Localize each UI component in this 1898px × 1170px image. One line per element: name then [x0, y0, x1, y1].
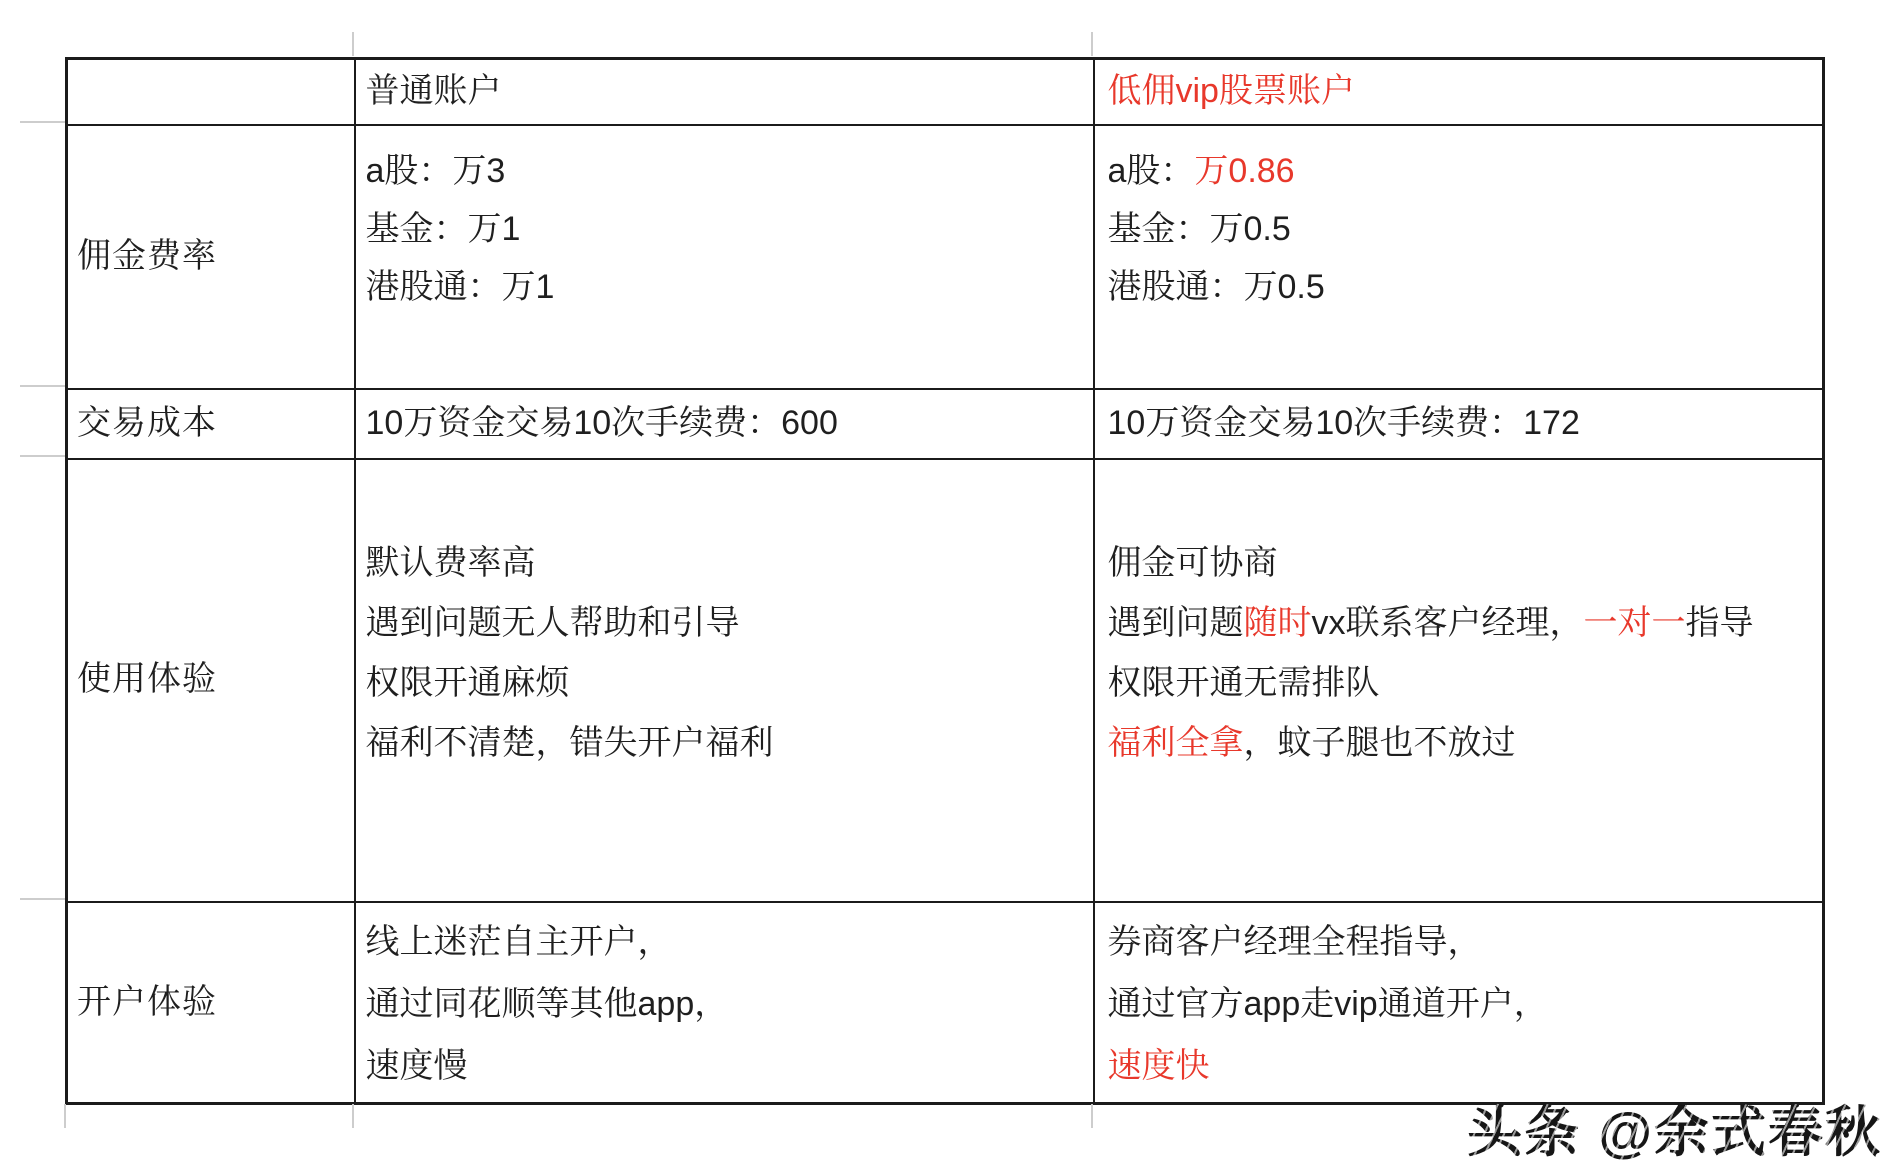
text-line — [1108, 142, 1823, 200]
text-segment: 遇到问题无人帮助和引导 — [365, 603, 740, 642]
cell-vip-account — [1094, 125, 1824, 389]
text-segment: 普通账户 — [365, 72, 502, 111]
highlight-text: 福利全拿 — [1107, 723, 1244, 762]
text-line — [1108, 67, 1823, 116]
text-line — [1108, 200, 1823, 258]
table-header-row — [67, 59, 1824, 125]
gridline-tick — [20, 455, 65, 457]
cell-vip-account — [1094, 59, 1824, 125]
cell-regular-account — [355, 389, 1094, 459]
row-label: 使用体验 — [67, 459, 355, 902]
text-segment: a股： — [1107, 151, 1195, 190]
text-segment: ，蚊子腿也不放过 — [1243, 723, 1516, 762]
text-segment: 券商客户经理全程指导， — [1107, 922, 1482, 961]
text-line — [366, 653, 1093, 713]
text-line — [366, 200, 1093, 258]
cell-vip-account — [1094, 902, 1824, 1104]
text-segment: 港股通：万1 — [365, 267, 555, 306]
text-line — [366, 533, 1093, 593]
text-line — [366, 142, 1093, 200]
row-label — [67, 59, 355, 125]
cell-regular-account — [355, 59, 1094, 125]
text-segment: 10万资金交易10次手续费：172 — [1107, 403, 1580, 442]
text-line — [1108, 653, 1823, 713]
text-line — [366, 67, 1093, 116]
cell-vip-account — [1094, 459, 1824, 902]
highlight-text: 低佣vip股票账户 — [1107, 72, 1355, 111]
text-segment: 线上迷茫自主开户， — [365, 922, 672, 961]
text-segment: 通过官方app走vip通道开户， — [1107, 984, 1548, 1023]
cell-regular-account — [355, 902, 1094, 1104]
text-line — [1108, 911, 1823, 973]
table-row — [67, 902, 1824, 1104]
text-segment: 10万资金交易10次手续费：600 — [365, 403, 838, 442]
text-line — [366, 258, 1093, 316]
text-segment: 基金：万0.5 — [1107, 209, 1291, 248]
text-line — [1108, 593, 1823, 653]
text-line — [1108, 399, 1823, 448]
text-line — [1108, 258, 1823, 316]
text-line — [366, 973, 1093, 1035]
watermark: 头条 @余式春秋 — [1467, 1088, 1882, 1167]
gridline-tick — [64, 1104, 66, 1128]
text-line — [366, 911, 1093, 973]
text-segment: 通过同花顺等其他app， — [365, 984, 729, 1023]
gridline-tick — [20, 121, 65, 123]
highlight-text: 随时 — [1243, 603, 1312, 642]
text-segment: 港股通：万0.5 — [1107, 267, 1325, 306]
gridline-tick — [352, 1104, 354, 1128]
highlight-text: 万0.86 — [1194, 151, 1295, 190]
row-label: 交易成本 — [67, 389, 355, 459]
text-line — [366, 713, 1093, 773]
gridline-tick — [1091, 32, 1093, 56]
text-segment: 福利不清楚，错失开户福利 — [365, 723, 774, 762]
text-segment: 权限开通麻烦 — [365, 663, 570, 702]
row-label: 佣金费率 — [67, 125, 355, 389]
highlight-text: 速度快 — [1107, 1046, 1210, 1085]
text-segment: 基金：万1 — [365, 209, 521, 248]
gridline-tick — [20, 898, 65, 900]
gridline-tick — [20, 385, 65, 387]
text-segment: 权限开通无需排队 — [1107, 663, 1380, 702]
highlight-text: 一对一 — [1583, 603, 1686, 642]
text-segment: 佣金可协商 — [1107, 543, 1278, 582]
table-row — [67, 389, 1824, 459]
text-segment: 速度慢 — [365, 1046, 468, 1085]
row-label: 开户体验 — [67, 902, 355, 1104]
text-segment: vx联系客户经理， — [1311, 603, 1584, 642]
gridline-tick — [352, 32, 354, 56]
text-line — [366, 593, 1093, 653]
cell-regular-account — [355, 459, 1094, 902]
text-line — [366, 399, 1093, 448]
text-line — [1108, 533, 1823, 593]
table-row — [67, 125, 1824, 389]
text-segment: 遇到问题 — [1107, 603, 1244, 642]
gridline-tick — [1091, 1104, 1093, 1128]
text-line — [1108, 973, 1823, 1035]
text-segment: 指导 — [1685, 603, 1754, 642]
text-line — [366, 1035, 1093, 1097]
cell-regular-account — [355, 125, 1094, 389]
comparison-table-body — [67, 59, 1824, 1104]
cell-vip-account — [1094, 389, 1824, 459]
text-segment: 默认费率高 — [365, 543, 536, 582]
text-line — [1108, 713, 1823, 773]
comparison-table — [65, 57, 1825, 1105]
table-row — [67, 459, 1824, 902]
text-segment: a股：万3 — [365, 151, 506, 190]
